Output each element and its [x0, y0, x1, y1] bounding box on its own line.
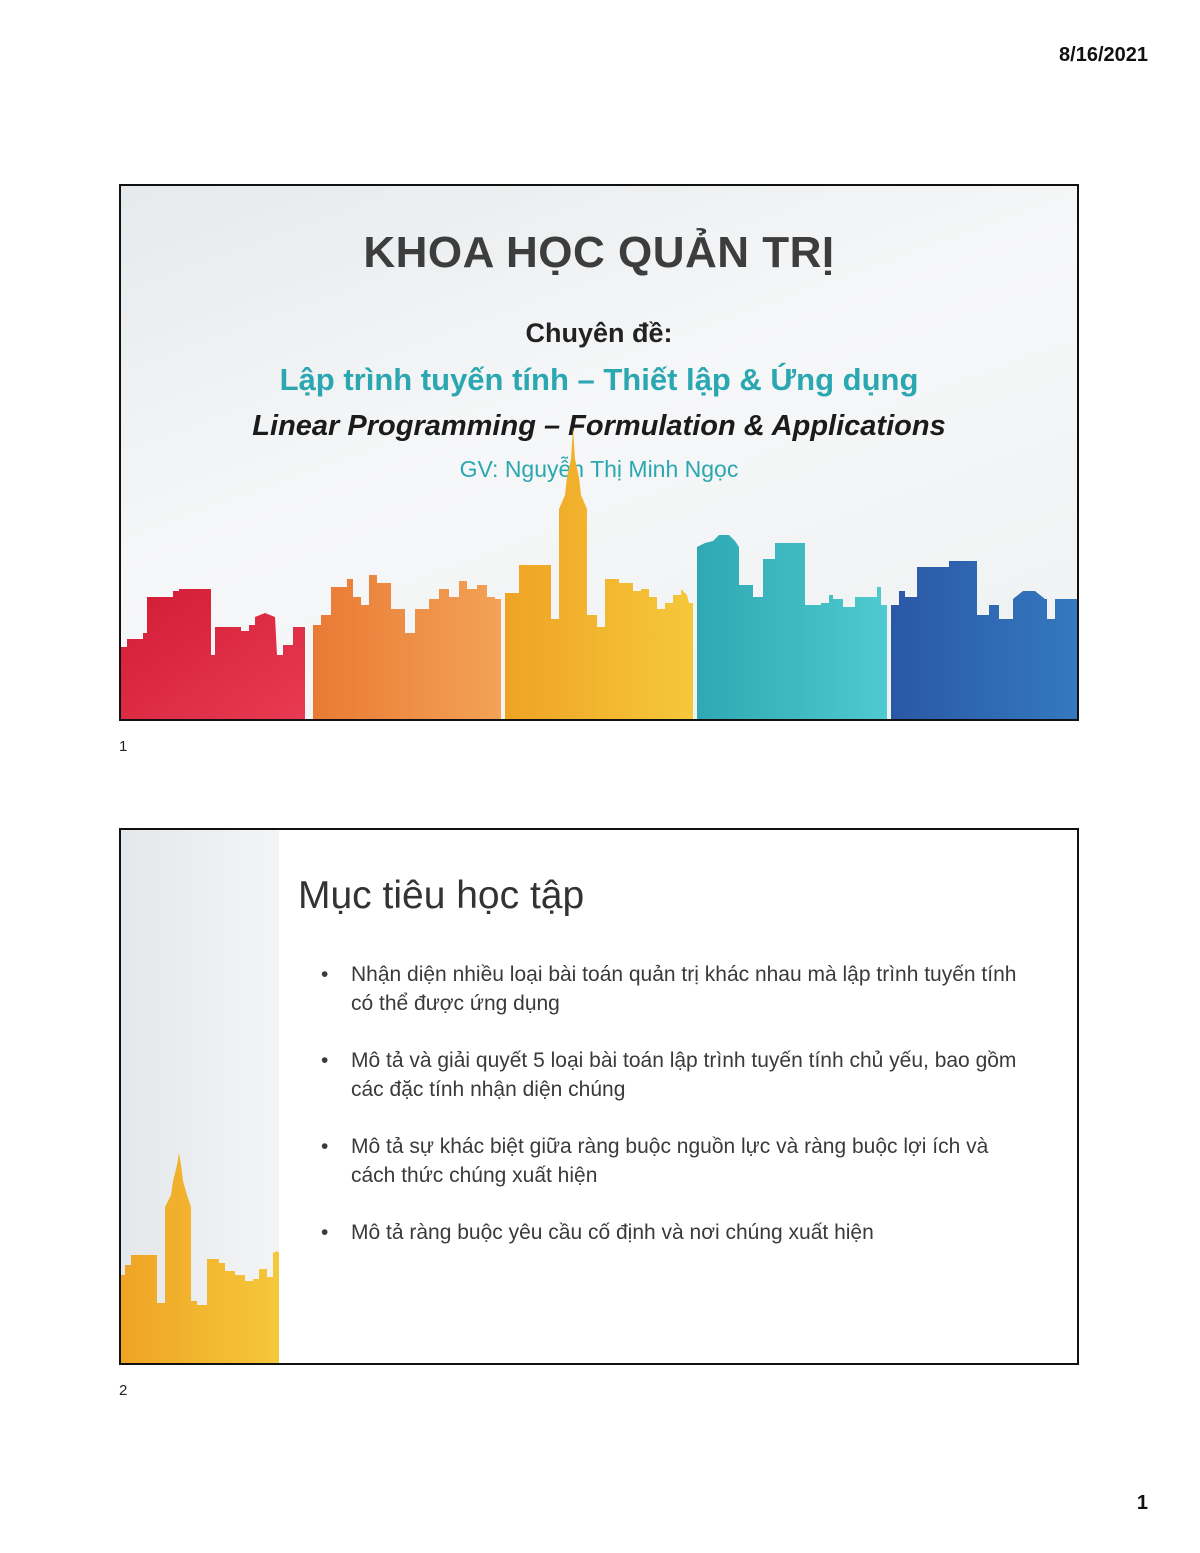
- list-item-text: Mô tả sự khác biệt giữa ràng buộc nguồn lực và ràng buộc lợi ích và cách thức chúng xuất hiện: [351, 1135, 989, 1187]
- page-date: 8/16/2021: [1059, 44, 1148, 66]
- list-item: [321, 1218, 1021, 1247]
- objectives-list: [321, 960, 1021, 1275]
- skyline-orange-section: [313, 575, 501, 719]
- list-item: [321, 1132, 1021, 1190]
- bullet: •: [321, 1221, 329, 1244]
- slide-title: Mục tiêu học tập: [298, 874, 585, 917]
- list-item: [321, 1046, 1021, 1104]
- city-skyline-image: [121, 1153, 279, 1363]
- skyline-yellow-section: [505, 427, 693, 719]
- skyline-red-section: [121, 589, 305, 719]
- subtitle-label: Chuyên đề:: [525, 318, 673, 348]
- page-number: 1: [1136, 1492, 1148, 1514]
- list-item-text: Nhận diện nhiều loại bài toán quản trị khác nhau mà lập trình tuyến tính có thể được ứng dụng: [351, 963, 1017, 1015]
- slide-2: [119, 828, 1079, 1365]
- list-item-text: Mô tả ràng buộc yêu cầu cố định và nơi chúng xuất hiện: [351, 1221, 874, 1244]
- topic-vietnamese: Lập trình tuyến tính – Thiết lập & Ứng dụng: [279, 362, 919, 397]
- city-skyline-image: [121, 419, 1077, 719]
- skyline-teal-section: [697, 535, 887, 719]
- list-item-text: Mô tả và giải quyết 5 loại bài toán lập trình tuyến tính chủ yếu, bao gồm các đặc tính nhận diện chúng: [351, 1049, 1017, 1101]
- skyline-blue-section: [891, 561, 1077, 719]
- bullet: •: [321, 1049, 329, 1072]
- slide-number-1: 1: [119, 738, 128, 755]
- slide-title: KHOA HỌC QUẢN TRỊ: [363, 228, 835, 277]
- lecturer-name: GV: Nguyễn Thị Minh Ngọc: [459, 456, 739, 482]
- slide-number-2: 2: [119, 1382, 128, 1399]
- bullet: •: [321, 963, 329, 986]
- bullet: •: [321, 1135, 329, 1158]
- list-item: [321, 960, 1021, 1018]
- topic-english: Linear Programming – Formulation & Applications: [252, 410, 946, 442]
- slide-1: [119, 184, 1079, 721]
